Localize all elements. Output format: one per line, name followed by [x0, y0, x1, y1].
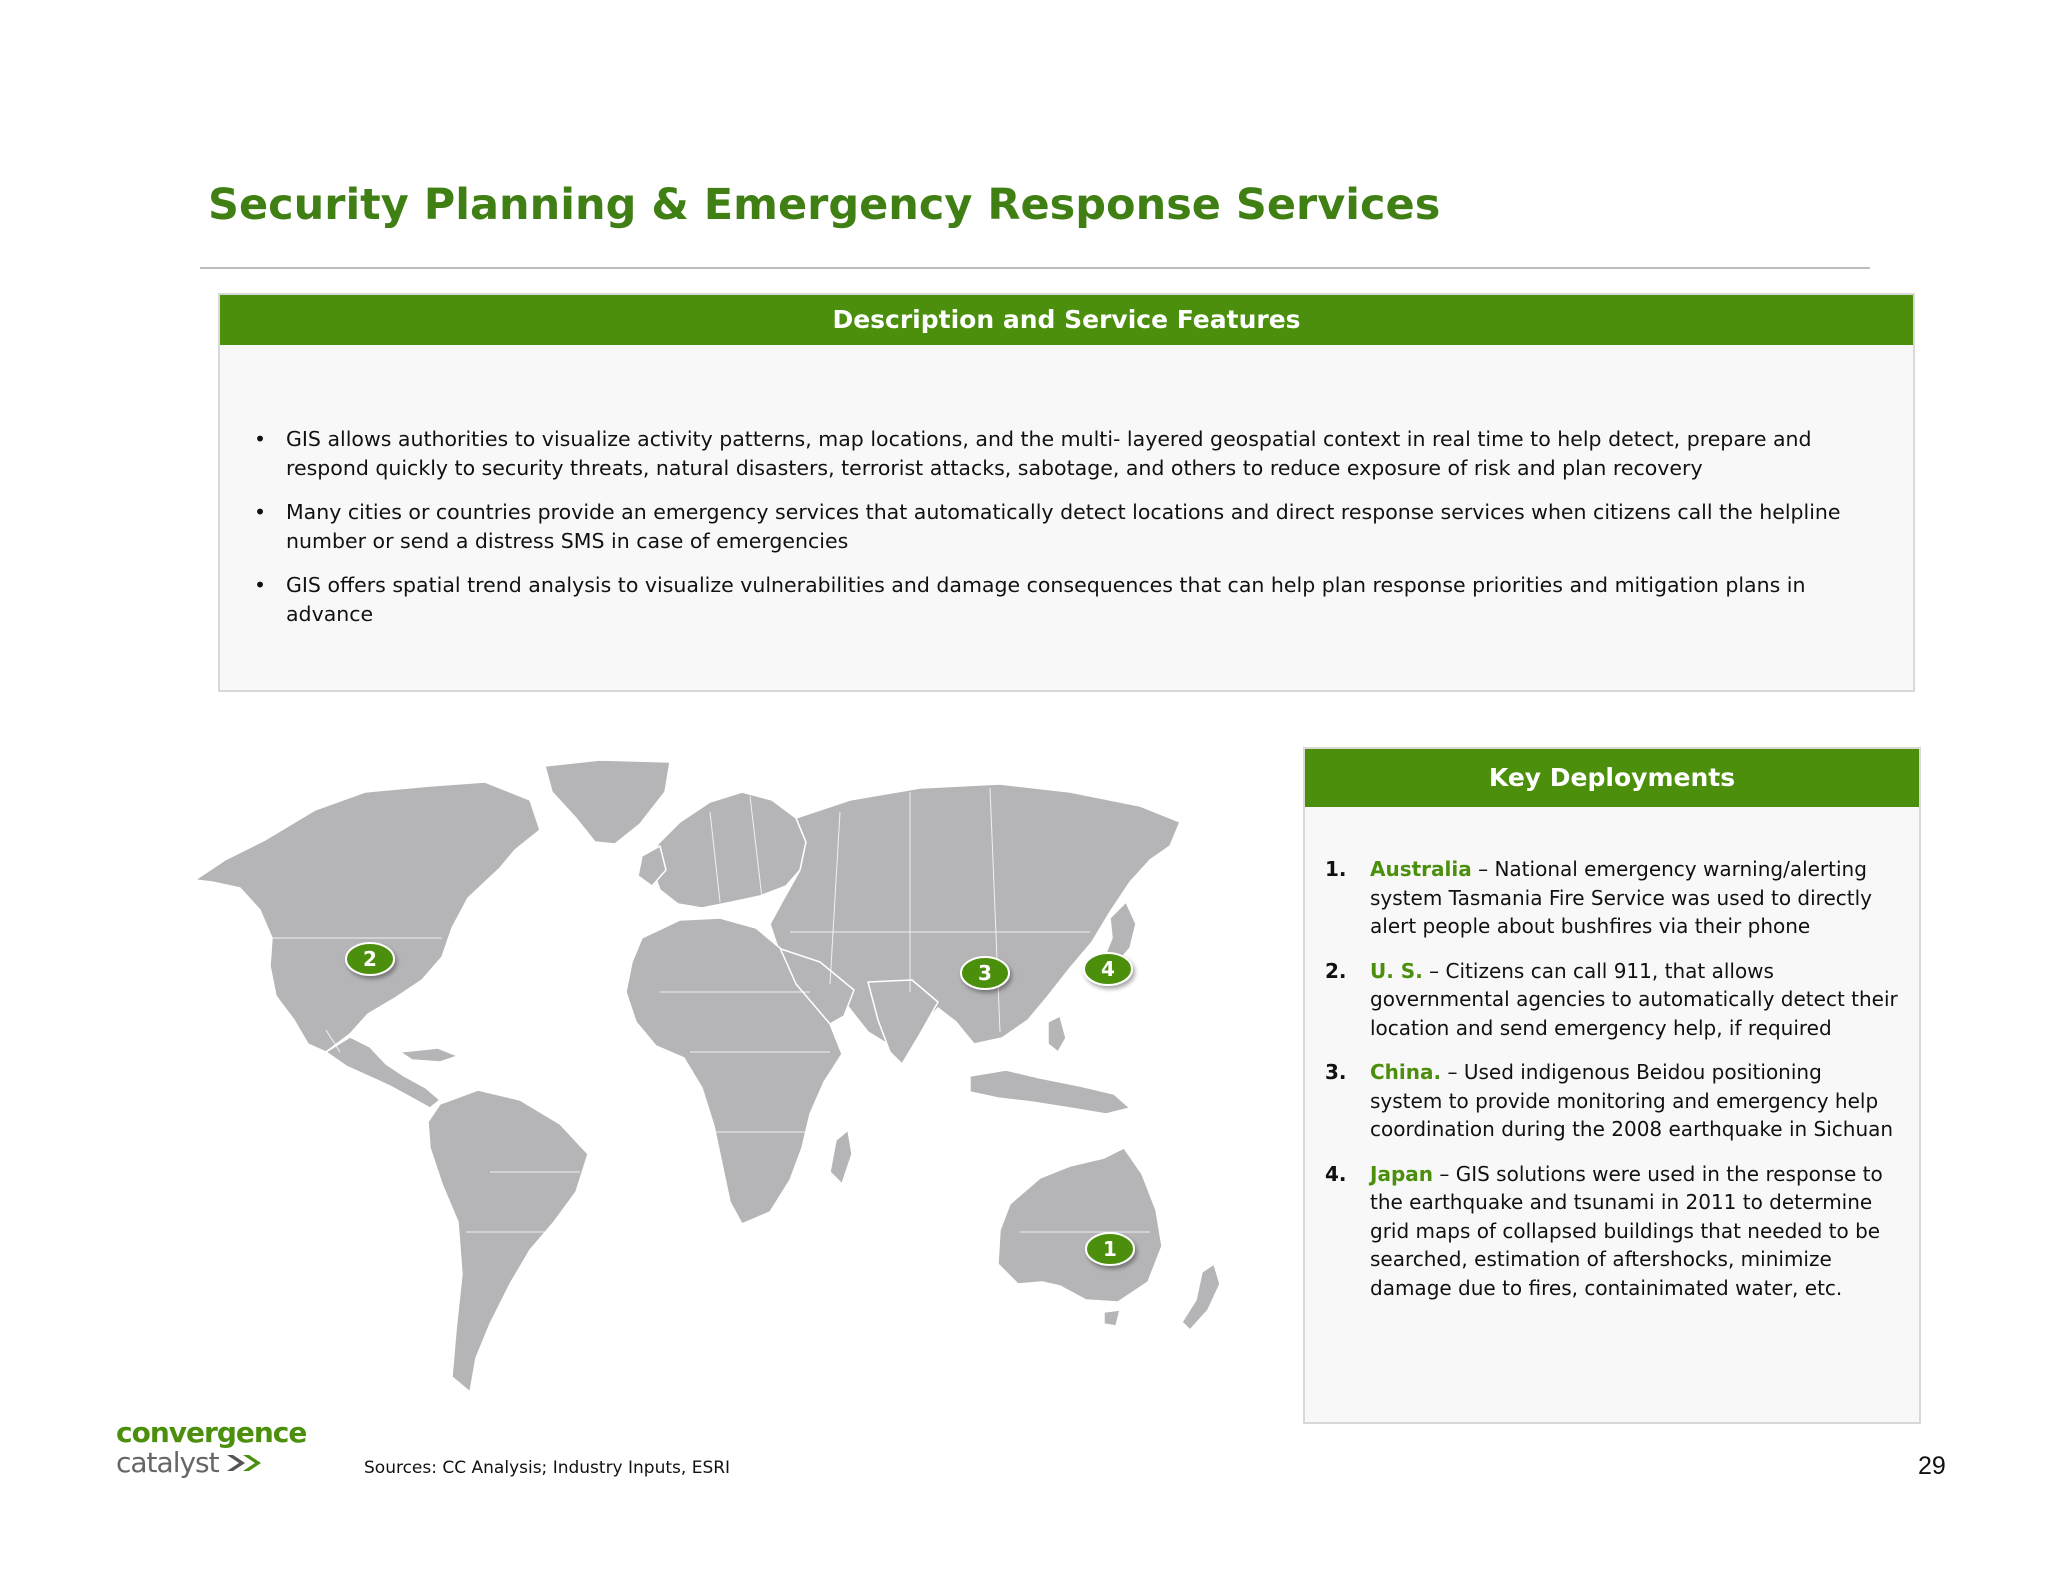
deployment-item: [1325, 957, 1899, 1043]
map-marker-label: 1: [1103, 1237, 1117, 1261]
philippines-shape: [1048, 1016, 1066, 1052]
world-map: [190, 752, 1290, 1412]
map-marker-1[interactable]: [1086, 1233, 1134, 1265]
india-shape: [868, 980, 938, 1064]
central-america-shape: [326, 1037, 440, 1108]
map-marker-label: 4: [1101, 957, 1115, 981]
deployment-item: [1325, 1058, 1899, 1144]
description-list: [254, 425, 1874, 644]
logo-line-2-row: [116, 1448, 286, 1478]
description-bullet: • GIS offers spatial trend analysis to visualize vulnerabilities and damage consequences that can help plan response priorities and mitigation plans in advance: [254, 571, 1874, 629]
map-marker-label: 2: [363, 947, 377, 971]
double-chevron-icon: [225, 1453, 265, 1473]
caribbean-shape: [400, 1048, 458, 1062]
company-logo: [116, 1416, 307, 1488]
deployment-item: [1325, 855, 1899, 941]
new-zealand-shape: [1182, 1264, 1220, 1330]
logo-line-2: catalyst: [116, 1446, 219, 1479]
key-deployments-panel: [1303, 747, 1921, 1424]
map-marker-label: 3: [978, 961, 992, 985]
europe-shape: [652, 792, 806, 908]
deployment-text: – GIS solutions were used in the response to the earthquake and tsunami in 2011 to determine grid maps of collapsed buildings that needed to be searched, estimation of aftershocks, minimize damage due to fires, containimated water, etc.: [1370, 1161, 1883, 1300]
map-marker-4[interactable]: [1084, 953, 1132, 985]
deployment-text: – Citizens can call 911, that allows governmental agencies to automatically detect their location and send emergency help, if required: [1370, 958, 1898, 1040]
north-america-shape: [195, 782, 540, 1052]
key-deployments-list: [1325, 855, 1899, 1318]
description-bullet: • GIS allows authorities to visualize activity patterns, map locations, and the multi- layered geospatial context in real time to help detect, prepare and respond quickly to security threats, natural disasters, terrorist attacks, sabotage, and others to reduce exposure of risk and plan recovery: [254, 425, 1874, 483]
description-panel: [218, 293, 1915, 692]
deployment-text: – National emergency warning/alerting system Tasmania Fire Service was used to directly alert people about bushfires via their phone: [1370, 857, 1873, 938]
deployment-country: China.: [1370, 1060, 1442, 1084]
page-number: 29: [1918, 1452, 1946, 1480]
key-deployments-header: Key Deployments: [1305, 749, 1919, 807]
tasmania-shape: [1104, 1310, 1120, 1326]
deployment-text: – Used indigenous Beidou positioning system to provide monitoring and emergency help coordination during the 2008 earthquake in Sichuan: [1370, 1060, 1894, 1141]
australia-shape: [998, 1148, 1162, 1302]
description-header: Description and Service Features: [220, 295, 1913, 345]
madagascar-shape: [830, 1130, 852, 1184]
indonesia-shape: [970, 1070, 1130, 1114]
greenland-shape: [545, 760, 670, 844]
map-marker-2[interactable]: [346, 943, 394, 975]
map-marker-3[interactable]: [961, 957, 1009, 989]
deployment-country: Japan: [1370, 1161, 1433, 1186]
deployment-number: 4.: [1325, 1161, 1347, 1186]
deployment-number: 3.: [1325, 1060, 1347, 1084]
sources-note: Sources: CC Analysis; Industry Inputs, ESRI: [364, 1458, 731, 1478]
deployment-number: 1.: [1325, 857, 1347, 881]
logo-line-1: convergence: [116, 1416, 307, 1449]
page-title: Security Planning & Emergency Response Services: [208, 180, 1441, 230]
deployment-item: [1325, 1160, 1899, 1303]
deployment-country: U. S.: [1370, 958, 1423, 983]
description-bullet: • Many cities or countries provide an emergency services that automatically detect locations and direct response services when citizens call the helpline number or send a distress SMS in case of emergencies: [254, 498, 1874, 556]
south-america-shape: [428, 1090, 588, 1392]
title-divider: [200, 267, 1870, 269]
deployment-number: 2.: [1325, 958, 1347, 983]
deployment-country: Australia: [1370, 857, 1472, 881]
